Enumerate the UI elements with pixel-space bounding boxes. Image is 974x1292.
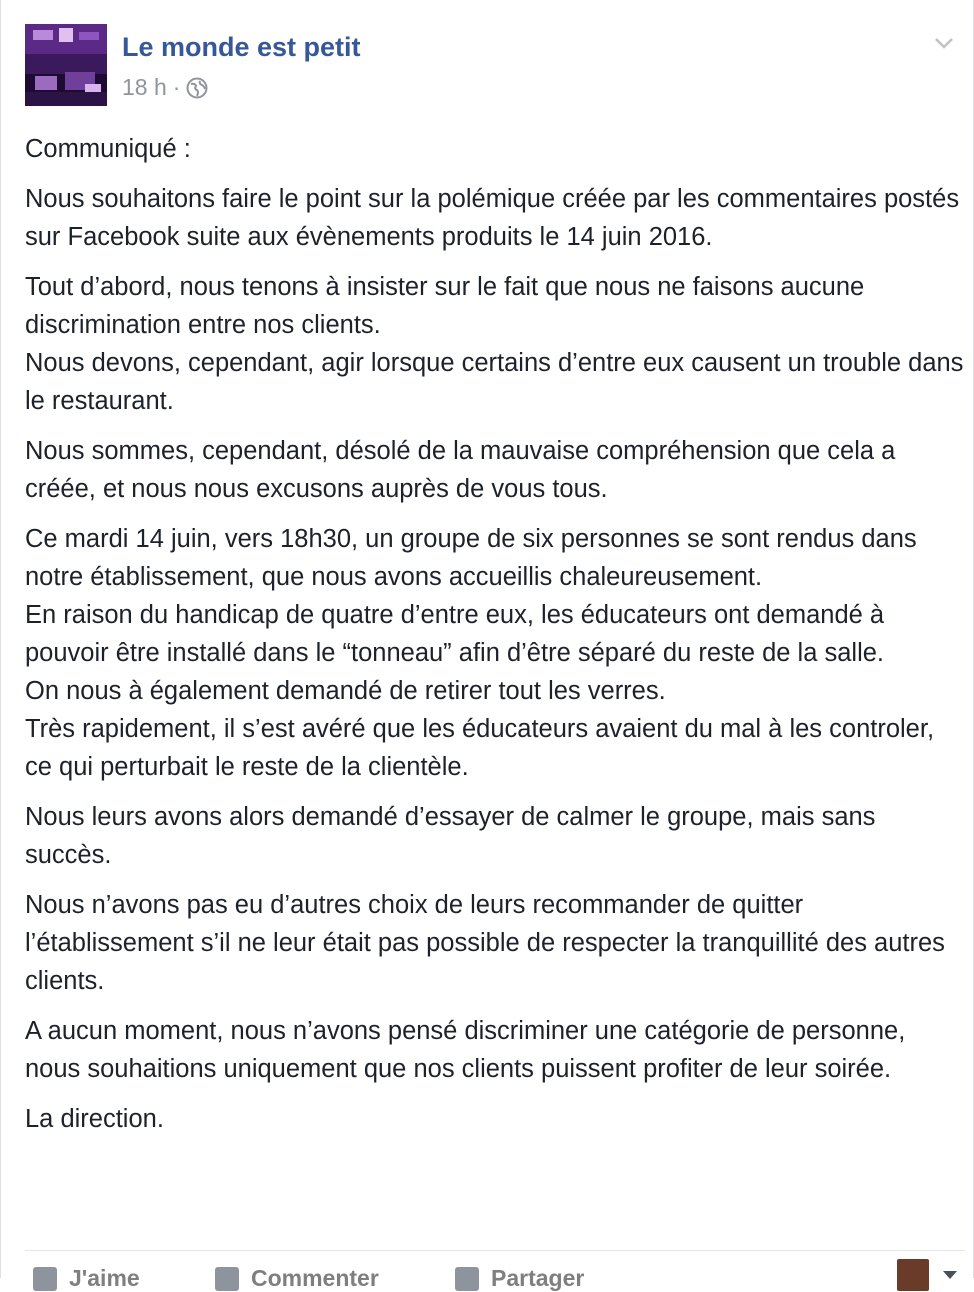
post-action-bar xyxy=(25,1250,965,1291)
like-button[interactable] xyxy=(33,1265,140,1292)
share-icon xyxy=(455,1267,479,1291)
page-avatar[interactable] xyxy=(25,24,107,106)
comment-icon xyxy=(215,1267,239,1291)
post-paragraph: Nous leurs avons alors demandé d’essayer de calmer le groupe, mais sans succès. xyxy=(25,803,876,869)
like-label: J'aime xyxy=(69,1265,140,1291)
meta-separator: · xyxy=(172,74,181,100)
chevron-down-icon[interactable] xyxy=(933,32,955,54)
share-button[interactable] xyxy=(455,1265,584,1292)
globe-icon xyxy=(186,77,208,99)
comment-label: Commenter xyxy=(251,1265,379,1291)
post-paragraph: Nous souhaitons faire le point sur la polémique créée par les commentaires postés sur Facebook suite aux évènements produits le 14 juin 2016. xyxy=(25,185,960,251)
post-paragraph: Nous sommes, cependant, désolé de la mauvaise compréhension que cela a créée, et nous nous excusons auprès de vous tous. xyxy=(25,437,896,503)
post-paragraph: Tout d’abord, nous tenons à insister sur le fait que nous ne faisons aucune discrimination entre nos clients. Nous devons, cependant, agir lorsque certains d’entre eux causent un trouble dans le restaurant. xyxy=(25,273,964,415)
post-timestamp[interactable]: 18 h xyxy=(122,74,167,100)
viewer-avatar[interactable] xyxy=(897,1259,929,1291)
post-paragraph: Ce mardi 14 juin, vers 18h30, un groupe de six personnes se sont rendus dans notre établissement, que nous avons accueillis chaleureusement. En raison du handicap de quatre d’entre eux, les éducateurs ont demandé à pouvoir être installé dans le “tonneau” afin d’être séparé du reste de la salle. On nous à également demandé de retirer tout les verres. Très rapidement, il s’est avéré que les éducateurs avaient du mal à les controler, ce qui perturbait le reste de la clientèle. xyxy=(25,525,935,781)
comment-button[interactable] xyxy=(215,1265,379,1292)
post-meta xyxy=(122,74,208,101)
post-message xyxy=(25,130,965,1150)
post-paragraph: La direction. xyxy=(25,1105,164,1133)
post-paragraph: Nous n’avons pas eu d’autres choix de leurs recommander de quitter l’établissement s’il ne leur était pas possible de respecter la tranquillité des autres clients. xyxy=(25,891,945,995)
page-name[interactable]: Le monde est petit xyxy=(122,32,361,62)
post-paragraph: A aucun moment, nous n’avons pensé discriminer une catégorie de personne, nous souhaitions uniquement que nos clients puissent profiter de leur soirée. xyxy=(25,1017,906,1083)
share-label: Partager xyxy=(491,1265,585,1291)
post-paragraph: Communiqué : xyxy=(25,135,191,163)
thumbs-up-icon xyxy=(33,1267,57,1291)
post-header xyxy=(25,24,955,108)
